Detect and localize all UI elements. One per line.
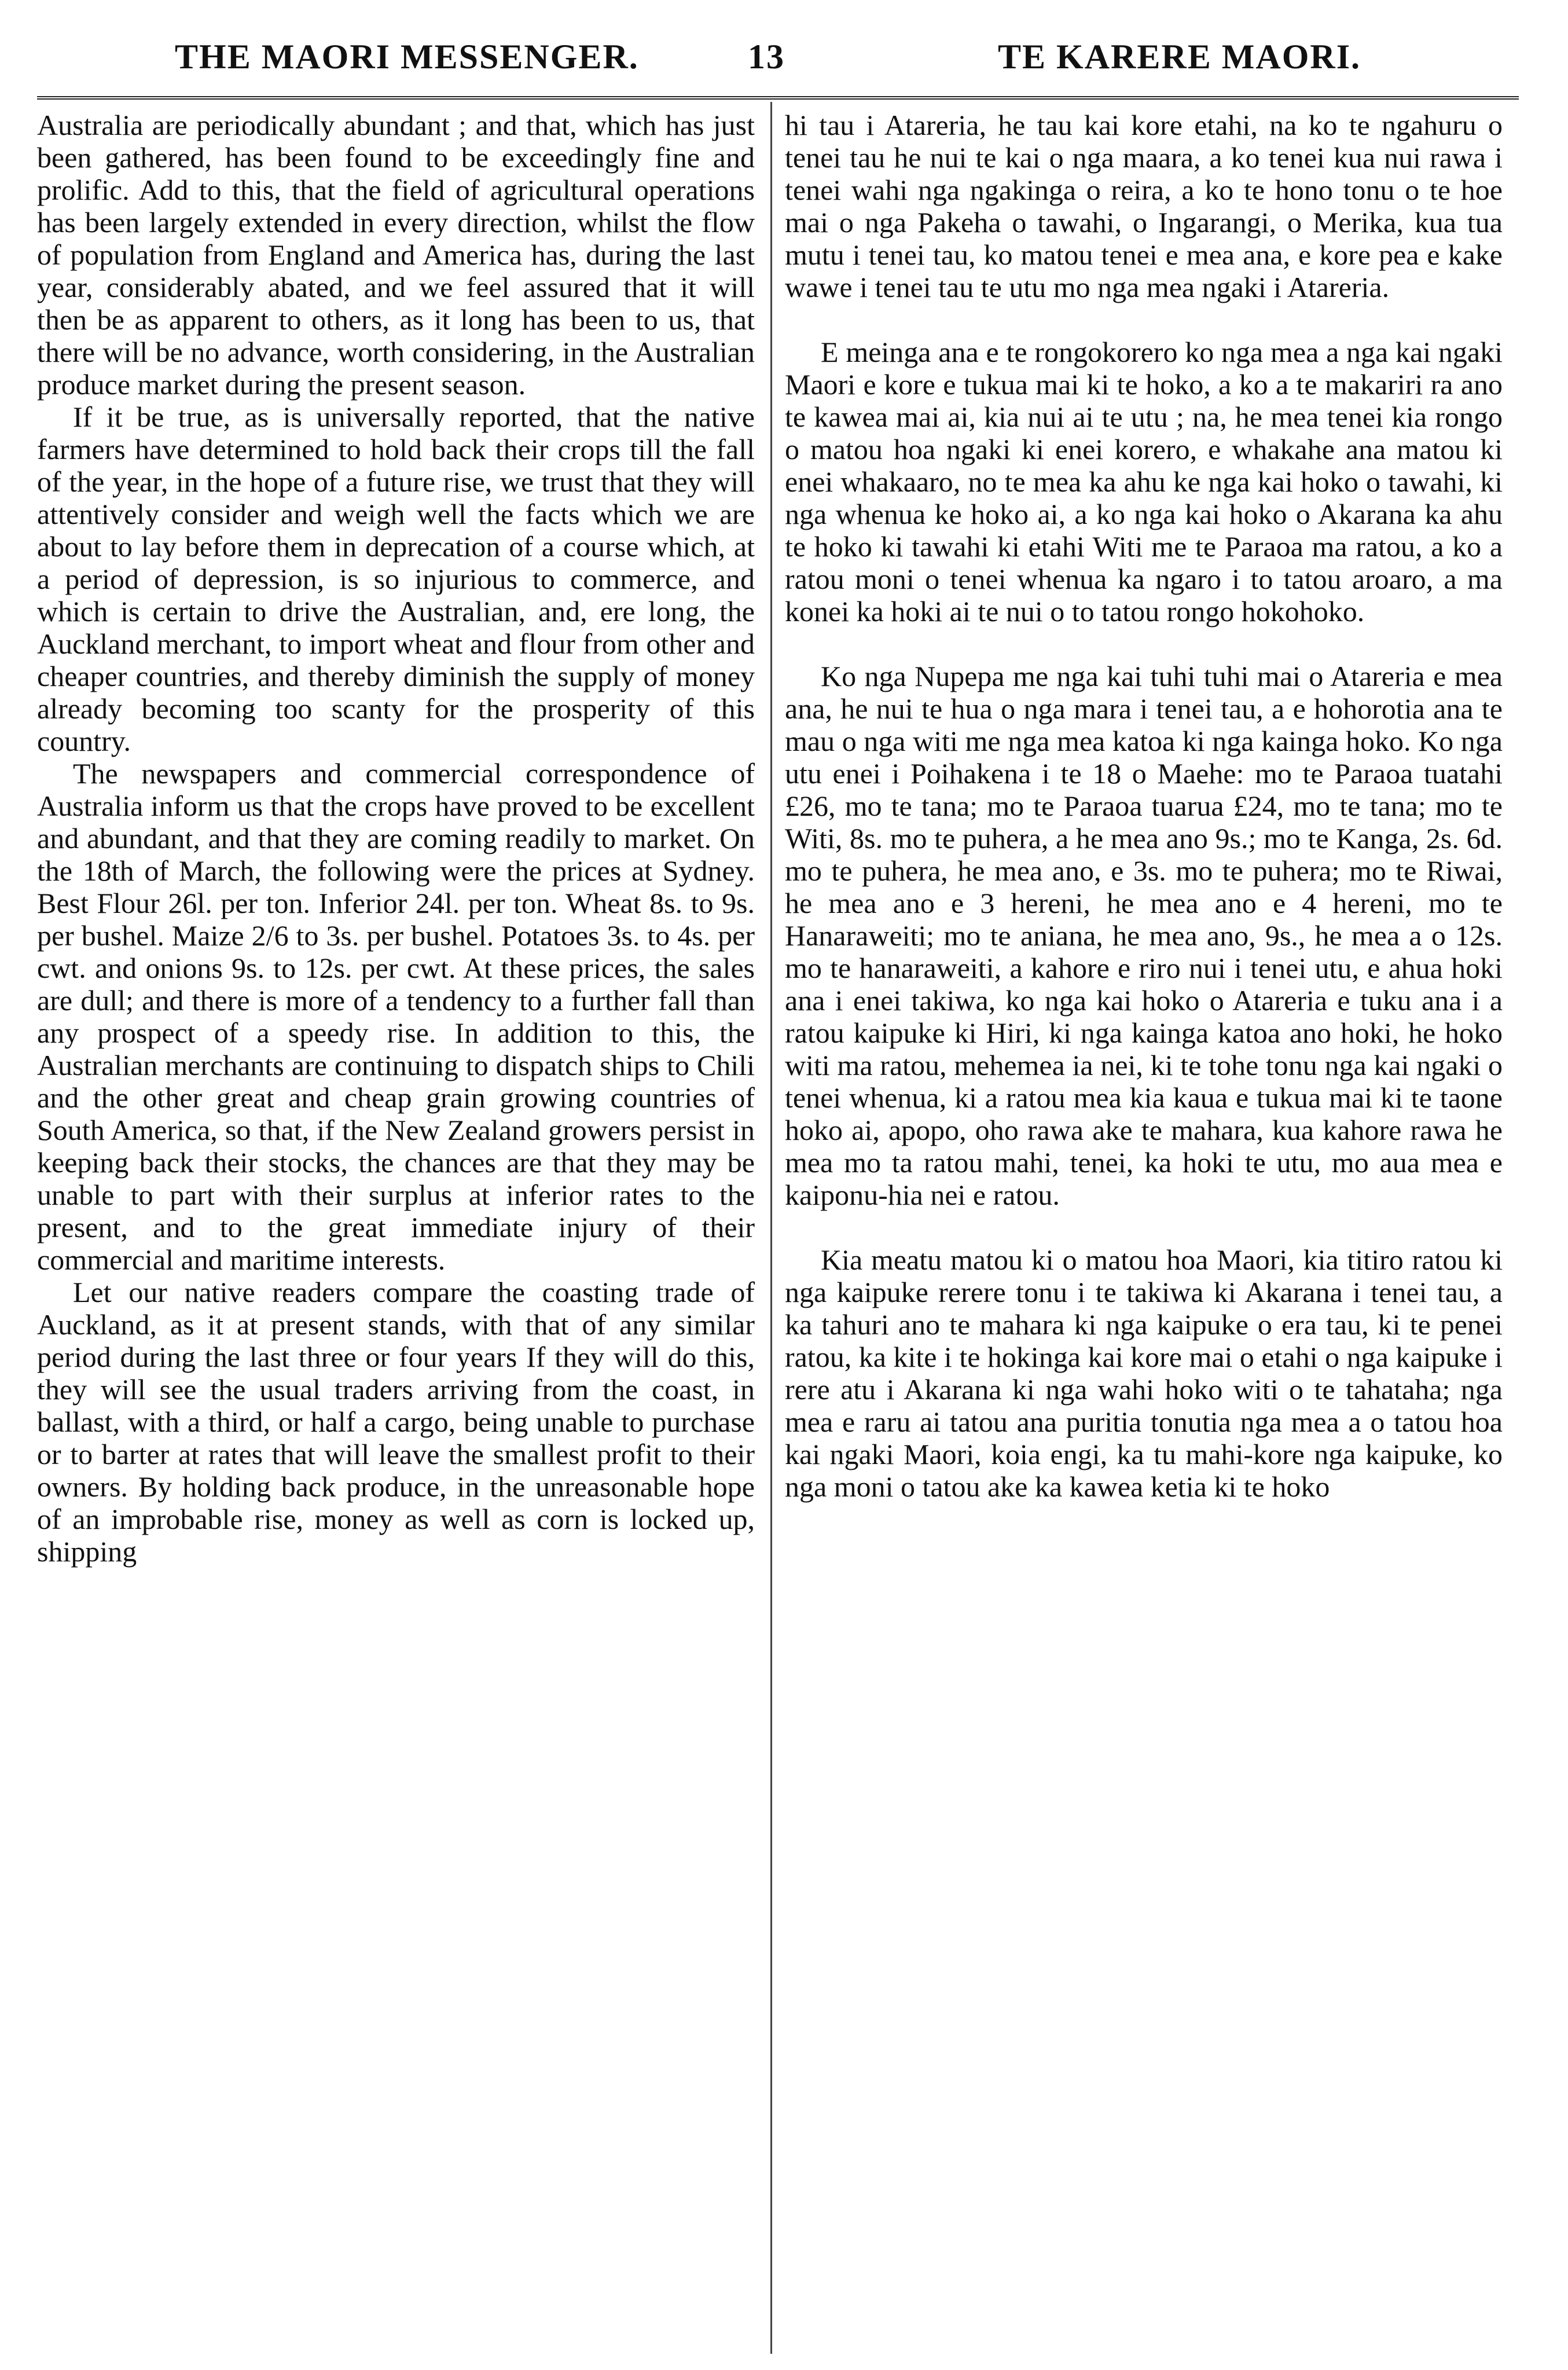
english-column [37, 109, 755, 1568]
header-rule [37, 96, 1519, 100]
maori-paragraph-2: E meinga ana e te rongokorero ko nga mea a nga kai ngaki Maori e kore e tukua mai ki te hoko, a ko a te makariri ra ano te kawea mai ai, kia nui ai te utu ; na, he mea tenei kia rongo o matou hoa ngaki ki enei korero, e whakahe ana matou ki enei whakaaro, no te mea ka ahu ke nga kai hoko o tawahi, ki nga whenua ke hoko ai, a ko nga kai hoko o Akarana ka ahu te hoko ki tawahi ki etahi Witi me te Paraoa ma ratou, a ko a ratou moni o tenei whenua ka ngaro i to tatou aroaro, a ma konei ka hoki ai te nui o to tatou rongo hokohoko. [785, 336, 1503, 628]
maori-paragraph-4: Kia meatu matou ki o matou hoa Maori, kia titiro ratou ki nga kaipuke rerere tonu i te takiwa ki Akarana i tenei tau, a ka tahuri ano te mahara ki nga kaipuke o era tau, ki te penei ratou, ka kite i te hokinga kai kore mai o etahi o nga kaipuke i rere atu i Akarana ki nga wahi hoko witi o te tahataha; nga mea e raru ai tatou ana puritia tonutia nga mea a o tatou hoa kai ngaki Maori, koia engi, ka tu mahi-kore nga kaipuke, ko nga moni o tatou ake ka kawea ketia ki te hoko [785, 1243, 1503, 1503]
english-paragraph-3: The newspapers and commercial correspondence of Australia inform us that the crops have proved to be excellent and abundant, and that they are coming readily to market. On the 18th of March, the following were the prices at Sydney. Best Flour 26l. per ton. Inferior 24l. per ton. Wheat 8s. to 9s. per bushel. Maize 2/6 to 3s. per bushel. Potatoes 3s. to 4s. per cwt. and onions 9s. to 12s. per cwt. At these prices, the sales are dull; and there is more of a tendency to a further fall than any prospect of a speedy rise. In addition to this, the Australian merchants are continuing to dispatch ships to Chili and the other great and cheap grain growing countries of South America, so that, if the New Zealand growers persist in keeping back their stocks, the chances are that they may be unable to part with their surplus at inferior rates to the present, and to the great immediate injury of their commercial and maritime interests. [37, 757, 755, 1276]
column-divider [770, 102, 772, 2354]
page-header [37, 23, 1519, 87]
maori-paragraph-1: hi tau i Atareria, he tau kai kore etahi, na ko te ngahuru o tenei tau he nui te kai o nga maara, a ko tenei kua nui rawa i tenei wahi nga ngakinga o reira, a ko te hono tonu o te hoe mai o nga Pakeha o tawahi, o Ingarangi, o Merika, kua tua mutu i tenei tau, ko matou tenei e mea ana, e kore pea e kake wawe i tenei tau te utu mo nga mea ngaki i Atareria. [785, 109, 1503, 303]
english-paragraph-1: Australia are periodically abundant ; and that, which has just been gathered, has been found to be exceedingly fine and prolific. Add to this, that the field of agricultural operations has been largely extended in every direction, whilst the flow of population from England and America has, during the last year, considerably abated, and we feel assured that it will then be as apparent to others, as it long has been to us, that there will be no advance, worth considering, in the Australian produce market during the present season. [37, 109, 755, 401]
maori-masthead-title: TE KARERE MAORI. [998, 38, 1361, 76]
page-number: 13 [748, 38, 785, 76]
english-paragraph-4: Let our native readers compare the coasting trade of Auckland, as it at present stands, with that of any similar period during the last three or four years If they will do this, they will see the usual traders arriving from the coast, in ballast, with a third, or half a cargo, being unable to purchase or to barter at rates that will leave the smallest profit to their owners. By holding back produce, in the unreasonable hope of an improbable rise, money as well as corn is locked up, shipping [37, 1276, 755, 1568]
english-masthead-title: THE MAORI MESSENGER. [175, 38, 639, 76]
maori-paragraph-3: Ko nga Nupepa me nga kai tuhi tuhi mai o Atareria e mea ana, he nui te hua o nga mara i tenei tau, a e hohorotia ana te mau o nga witi me nga mea katoa ki nga kainga hoko. Ko nga utu enei i Poihakena i te 18 o Maehe: mo te Paraoa tuatahi £26, mo te tana; mo te Paraoa tuarua £24, mo te tana; mo te Witi, 8s. mo te puhera, a he mea ano 9s.; mo te Kanga, 2s. 6d. mo te puhera, he mea ano, e 3s. mo te puhera; mo te Riwai, he mea ano e 3 hereni, he mea ano e 4 hereni, mo te Hanaraweiti; mo te aniana, he mea ano, 9s., he mea a o 12s. mo te hanaraweiti, a kahore e riro nui i tenei utu, e ahua hoki ana i enei takiwa, ko nga kai hoko o Atareria e tuku ana i a ratou kaipuke ki Hiri, ki nga kainga katoa ano hoki, he hoko witi ma ratou, mehemea ia nei, ki te tohe tonu nga kai ngaki o tenei whenua, ki a ratou mea kia kaua e tukua mai ki te taone hoko ai, apopo, oho rawa ake te mahara, kua kahore rawa he mea mo ta ratou mahi, tenei, ka hoki te utu, mo aua mea e kaiponu-hia nei e ratou. [785, 660, 1503, 1211]
english-paragraph-2: If it be true, as is universally reported, that the native farmers have determined to hold back their crops till the fall of the year, in the hope of a future rise, we trust that they will attentively consider and weigh well the facts which we are about to lay before them in deprecation of a course which, at a period of depression, is so injurious to commerce, and which is certain to drive the Australian, and, ere long, the Auckland merchant, to import wheat and flour from other and cheaper countries, and thereby diminish the supply of money already becoming too scanty for the prosperity of this country. [37, 401, 755, 757]
maori-column [785, 109, 1503, 1535]
